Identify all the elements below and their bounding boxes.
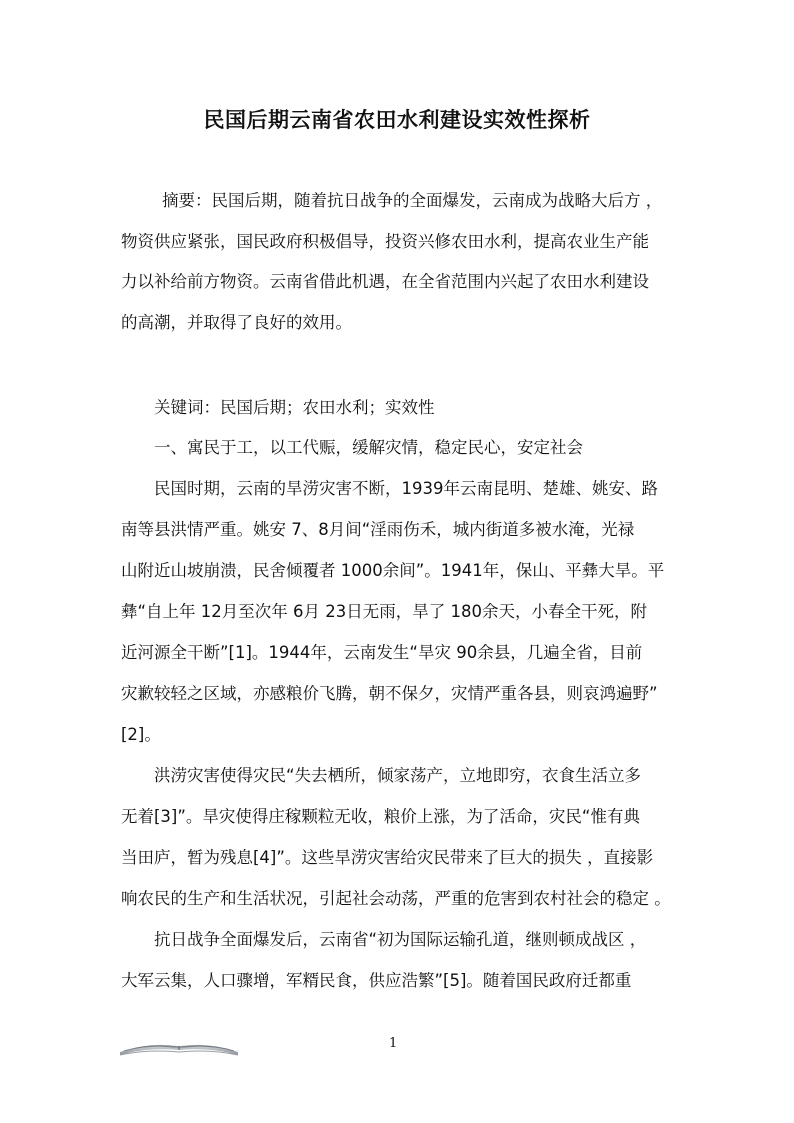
paragraph-line: [2]。 [121,725,161,744]
paragraph-line: 无着[3]”。旱灾使得庄稼颗粒无收，粮价上涨，为了活命，灾民“惟有典 [121,807,640,826]
paragraph-line: 抗日战争全面爆发后，云南省“初为国际运输孔道，继则顿成战区 ， [154,930,647,949]
abstract-line-2: 物资供应紧张，国民政府积极倡导，投资兴修农田水利，提高农业生产能 [121,232,649,251]
paragraph-line: 近河源全干断”[1]。1944年，云南发生“旱灾 90余县，几遍全省，目前 [121,643,643,662]
section-heading-1: 一、寓民于工，以工代赈，缓解灾情，稳定民心，安定社会 [154,438,583,457]
abstract-line-3: 力以补给前方物资。云南省借此机遇，在全省范围内兴起了农田水利建设 [121,272,649,291]
document-title: 民国后期云南省农田水利建设实效性探析 [203,108,591,132]
open-book-icon [118,1036,240,1058]
paragraph-line: 大军云集，人口骤增，军糈民食，供应浩繁”[5]。随着国民政府迁都重 [121,971,632,990]
keywords-line: 关键词：民国后期；农田水利；实效性 [154,398,435,417]
paragraph-line: 南等县洪情严重。姚安 7、8月间“淫雨伤禾，城内街道多被水淹，光禄 [121,520,635,539]
paragraph-line: 当田庐，暂为残息[4]”。这些旱涝灾害给灾民带来了巨大的损失 ，直接影 [121,848,654,867]
paragraph-line: 灾歉较轻之区域，亦感粮价飞腾，朝不保夕，灾情严重各县，则哀鸿遍野” [121,684,658,703]
paragraph-line: 洪涝灾害使得灾民“失去栖所，倾家荡产，立地即穷，衣食生活立多 [154,766,642,785]
abstract-line-1: 摘要：民国后期，随着抗日战争的全面爆发，云南成为战略大后方 ， [162,191,663,210]
paragraph-line: 山附近山坡崩溃，民舍倾覆者 1000余间”。1941年，保山、平彝大旱。平 [121,561,665,580]
paragraph-line: 响农民的生产和生活状况，引起社会动荡，严重的危害到农村社会的稳定 。 [121,889,671,908]
abstract-line-4: 的高潮，并取得了良好的效用。 [121,313,352,332]
paragraph-line: 民国时期，云南的旱涝灾害不断，1939年云南昆明、楚雄、姚安、路 [154,479,658,498]
paragraph-line: 彝“自上年 12月至次年 6月 23日无雨，旱了 180余天，小春全干死，附 [121,602,648,621]
page-number: 1 [389,1036,398,1051]
